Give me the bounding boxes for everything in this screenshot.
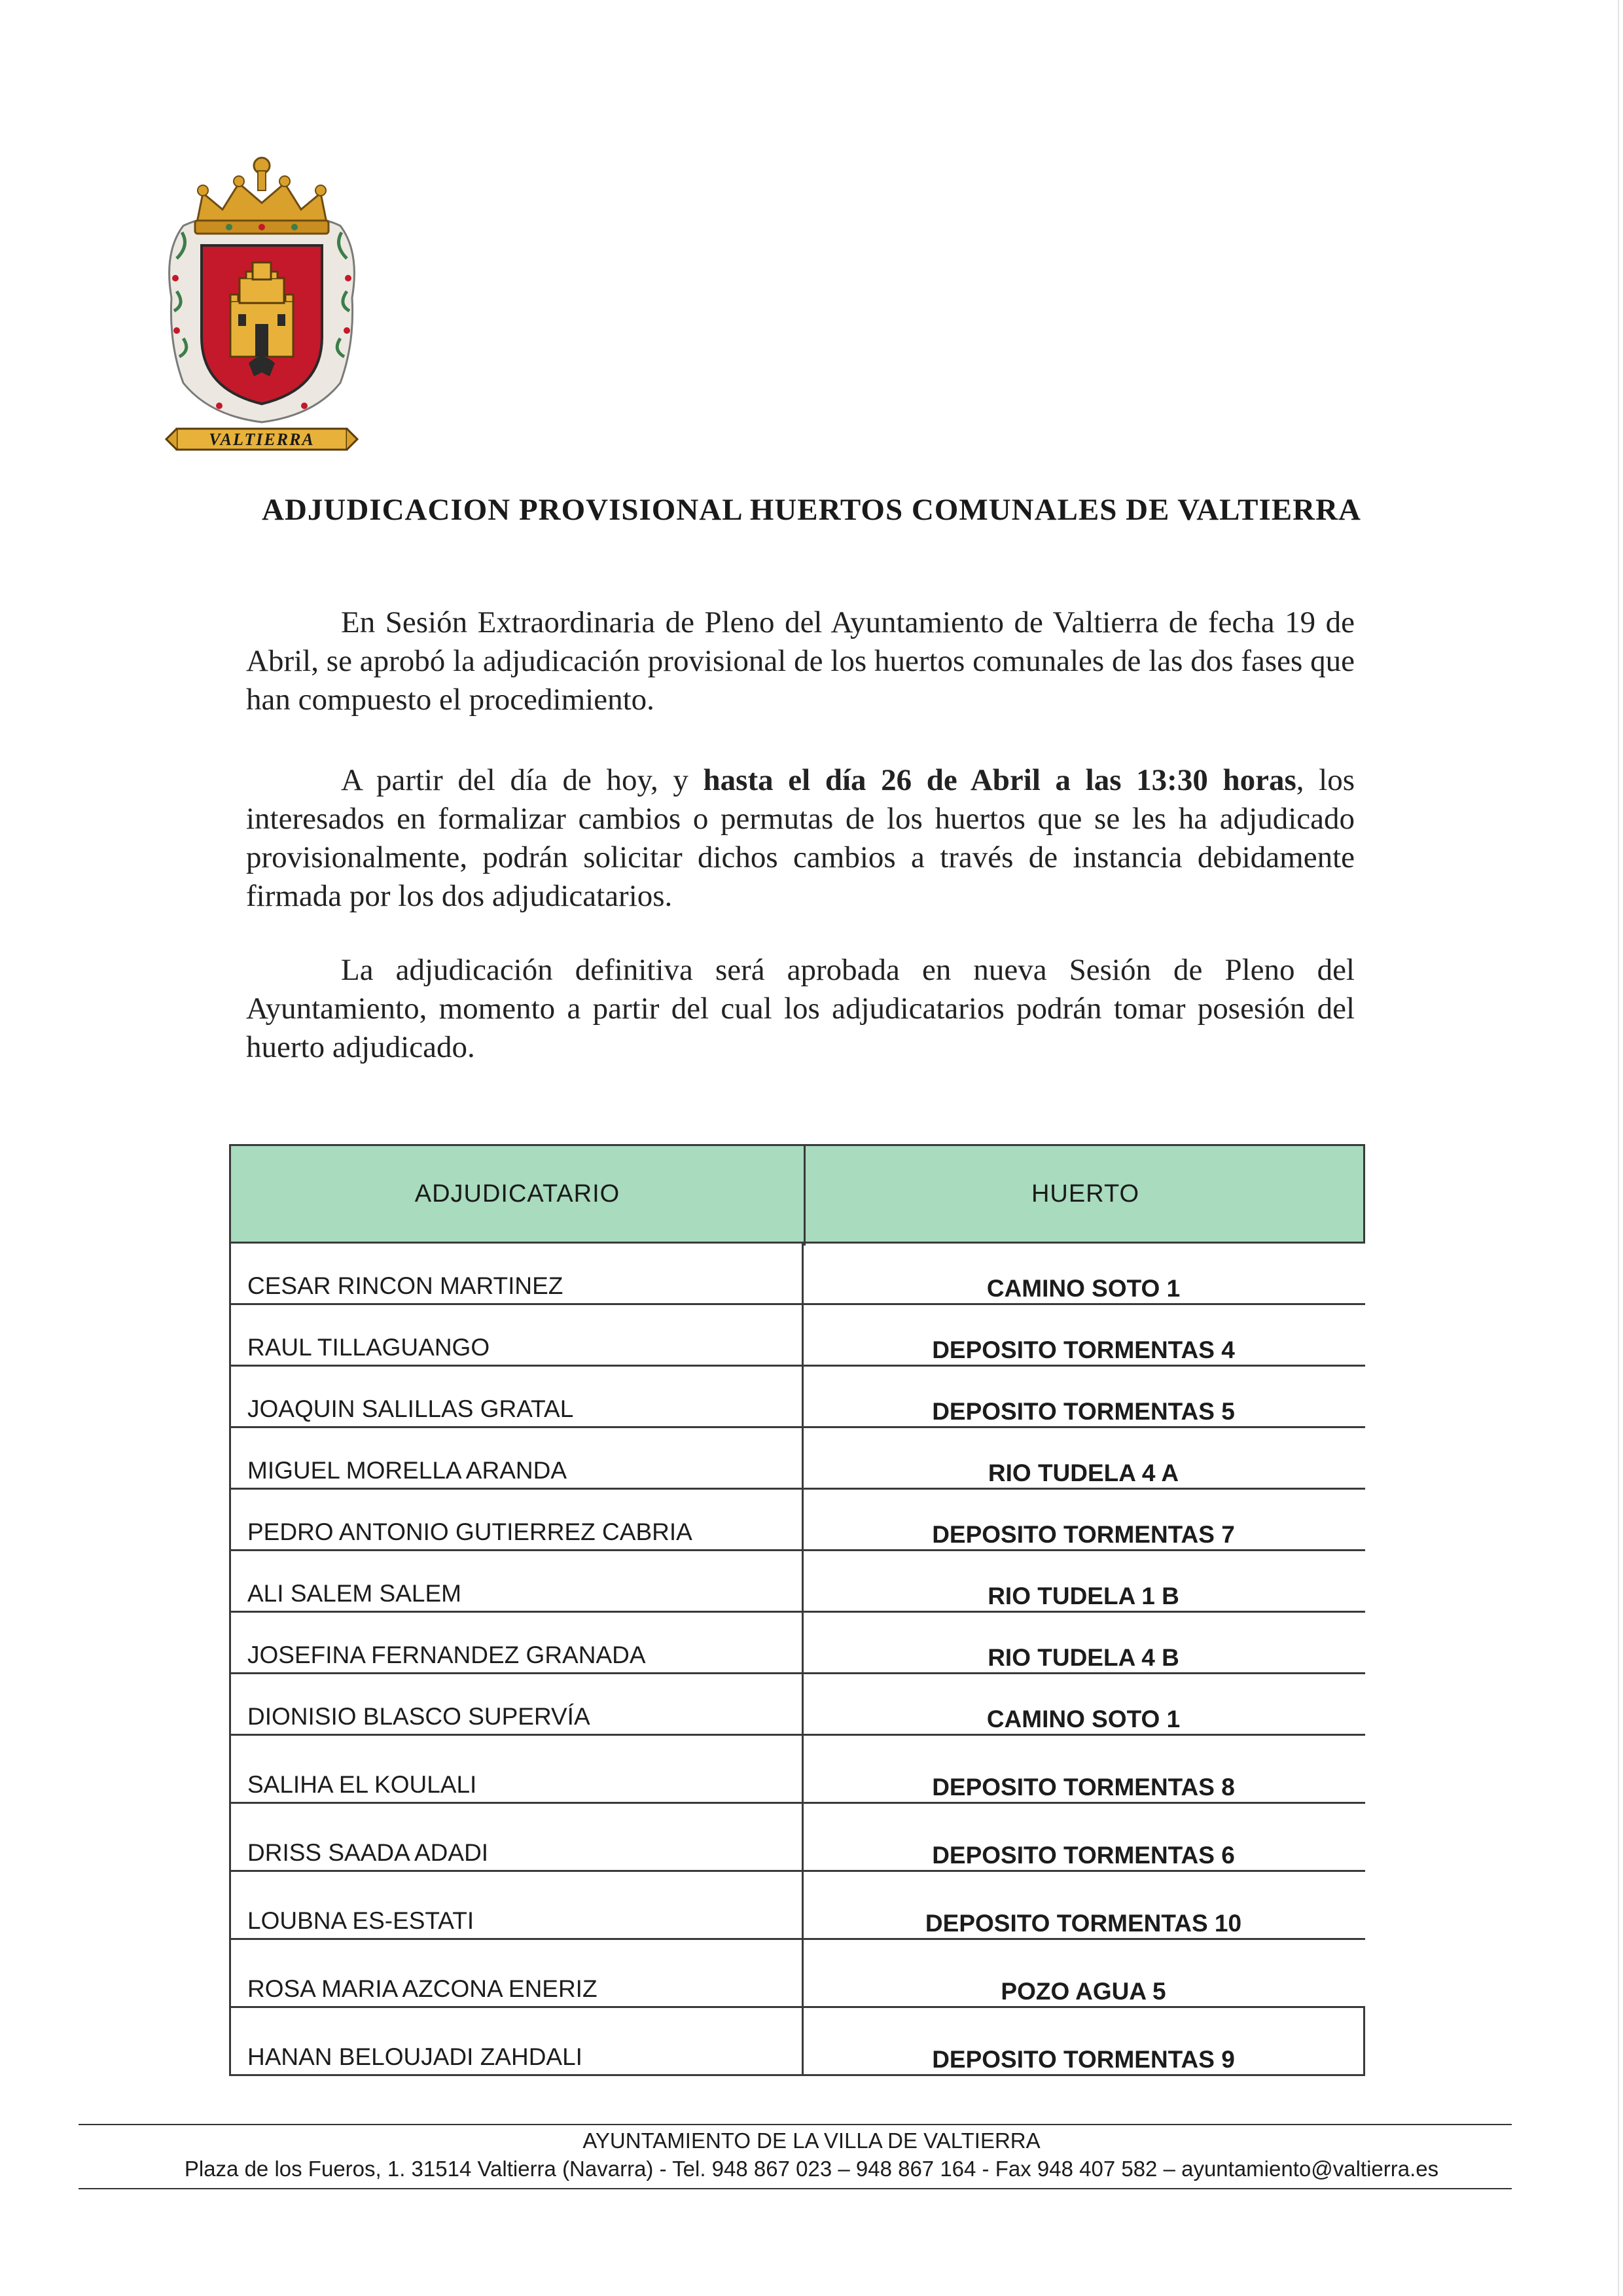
deadline-rest: , los interesados en formalizar cambios o permutas de los huertos que se les ha adjudicado provisionalmente, podrán solicitar dichos cambios a través de instancia debidamente firmada por los dos adjudicatarios. (246, 763, 1355, 913)
adjudicatario-cell: DIONISIO BLASCO SUPERVÍA (247, 1703, 590, 1730)
deadline-bold: hasta el día 26 de Abril a las 13:30 horas (703, 763, 1296, 797)
table-row (229, 1804, 1365, 1872)
huerto-cell: DEPOSITO TORMENTAS 6 (932, 1842, 1235, 1869)
huerto-cell: RIO TUDELA 1 B (988, 1583, 1179, 1609)
adjudicatario-cell: RAUL TILLAGUANGO (247, 1334, 490, 1361)
table-row (229, 1674, 1365, 1736)
deadline-intro: A partir del día de hoy, y (341, 763, 704, 797)
footer-institution: AYUNTAMIENTO DE LA VILLA DE VALTIERRA (582, 2128, 1041, 2153)
huerto-cell: RIO TUDELA 4 A (988, 1460, 1179, 1486)
table-row (229, 1305, 1365, 1367)
table-row (229, 1428, 1365, 1490)
footer-rule-top (79, 2124, 1512, 2125)
huerto-cell: DEPOSITO TORMENTAS 7 (932, 1521, 1235, 1548)
adjudicatario-cell: ROSA MARIA AZCONA ENERIZ (247, 1975, 597, 2002)
document-title: ADJUDICACION PROVISIONAL HUERTOS COMUNALES DE VALTIERRA (262, 493, 1361, 527)
adjudicatario-cell: HANAN BELOUJADI ZAHDALI (247, 2043, 582, 2070)
crest-icon (157, 147, 366, 455)
table-row (229, 1551, 1365, 1613)
row-rule (229, 2074, 1365, 2076)
huerto-cell: DEPOSITO TORMENTAS 5 (932, 1398, 1235, 1425)
adjudicatario-cell: LOUBNA ES-ESTATI (247, 1907, 474, 1934)
footer-rule-bottom (79, 2188, 1512, 2189)
table-row (229, 1490, 1365, 1551)
adjudicatario-cell: CESAR RINCON MARTINEZ (247, 1272, 563, 1299)
huerto-cell: RIO TUDELA 4 B (988, 1644, 1179, 1671)
huerto-cell: DEPOSITO TORMENTAS 4 (932, 1336, 1235, 1363)
huerto-cell: DEPOSITO TORMENTAS 9 (932, 2046, 1235, 2073)
adjudicatario-cell: JOSEFINA FERNANDEZ GRANADA (247, 1641, 646, 1668)
table-row (229, 1736, 1365, 1804)
table-row (229, 1613, 1365, 1674)
adjudicatario-cell: MIGUEL MORELLA ARANDA (247, 1457, 567, 1484)
crest-banner-text: VALTIERRA (209, 430, 315, 449)
adjudicatario-cell: JOAQUIN SALILLAS GRATAL (247, 1395, 574, 1422)
huerto-cell: DEPOSITO TORMENTAS 8 (932, 1774, 1235, 1801)
table-row (229, 2008, 1365, 2076)
huerto-cell: CAMINO SOTO 1 (986, 1706, 1181, 1732)
paragraph-session: En Sesión Extraordinaria de Pleno del Ayuntamiento de Valtierra de fecha 19 de Abril, se aprobó la adjudicación provisional de los huertos comunales de las dos fases que han compuesto el procedimiento. (246, 605, 1355, 717)
adjudicatario-cell: DRISS SAADA ADADI (247, 1839, 489, 1866)
table-row (229, 1940, 1365, 2008)
footer-contact: Plaza de los Fueros, 1. 31514 Valtierra (Navarra) - Tel. 948 867 023 – 948 867 164 - Fax 948 407 582 – ayuntamiento@valtierra.es (184, 2157, 1439, 2181)
header-adjudicatario: ADJUDICATARIO (414, 1180, 620, 1208)
table-right-border-last (1363, 2008, 1365, 2076)
table-header (229, 1144, 1365, 1244)
table-row (229, 1367, 1365, 1428)
adjudicatario-cell: ALI SALEM SALEM (247, 1580, 461, 1607)
huerto-cell: CAMINO SOTO 1 (986, 1275, 1181, 1302)
coat-of-arms-logo (157, 147, 366, 455)
page-edge (1618, 0, 1619, 2296)
huerto-cell: DEPOSITO TORMENTAS 10 (925, 1910, 1242, 1937)
table-row (229, 1872, 1365, 1940)
huerto-cell: POZO AGUA 5 (1001, 1978, 1166, 2005)
adjudicatario-cell: SALIHA EL KOULALI (247, 1771, 477, 1798)
table-row (229, 1244, 1365, 1305)
adjudicatario-cell: PEDRO ANTONIO GUTIERREZ CABRIA (247, 1518, 692, 1545)
paragraph-definitive: La adjudicación definitiva será aprobada en nueva Sesión de Pleno del Ayuntamiento, momento a partir del cual los adjudicatarios podrán tomar posesión del huerto adjudicado. (246, 953, 1355, 1064)
paragraph-deadline (246, 761, 1355, 916)
header-huerto: HUERTO (1031, 1180, 1140, 1208)
